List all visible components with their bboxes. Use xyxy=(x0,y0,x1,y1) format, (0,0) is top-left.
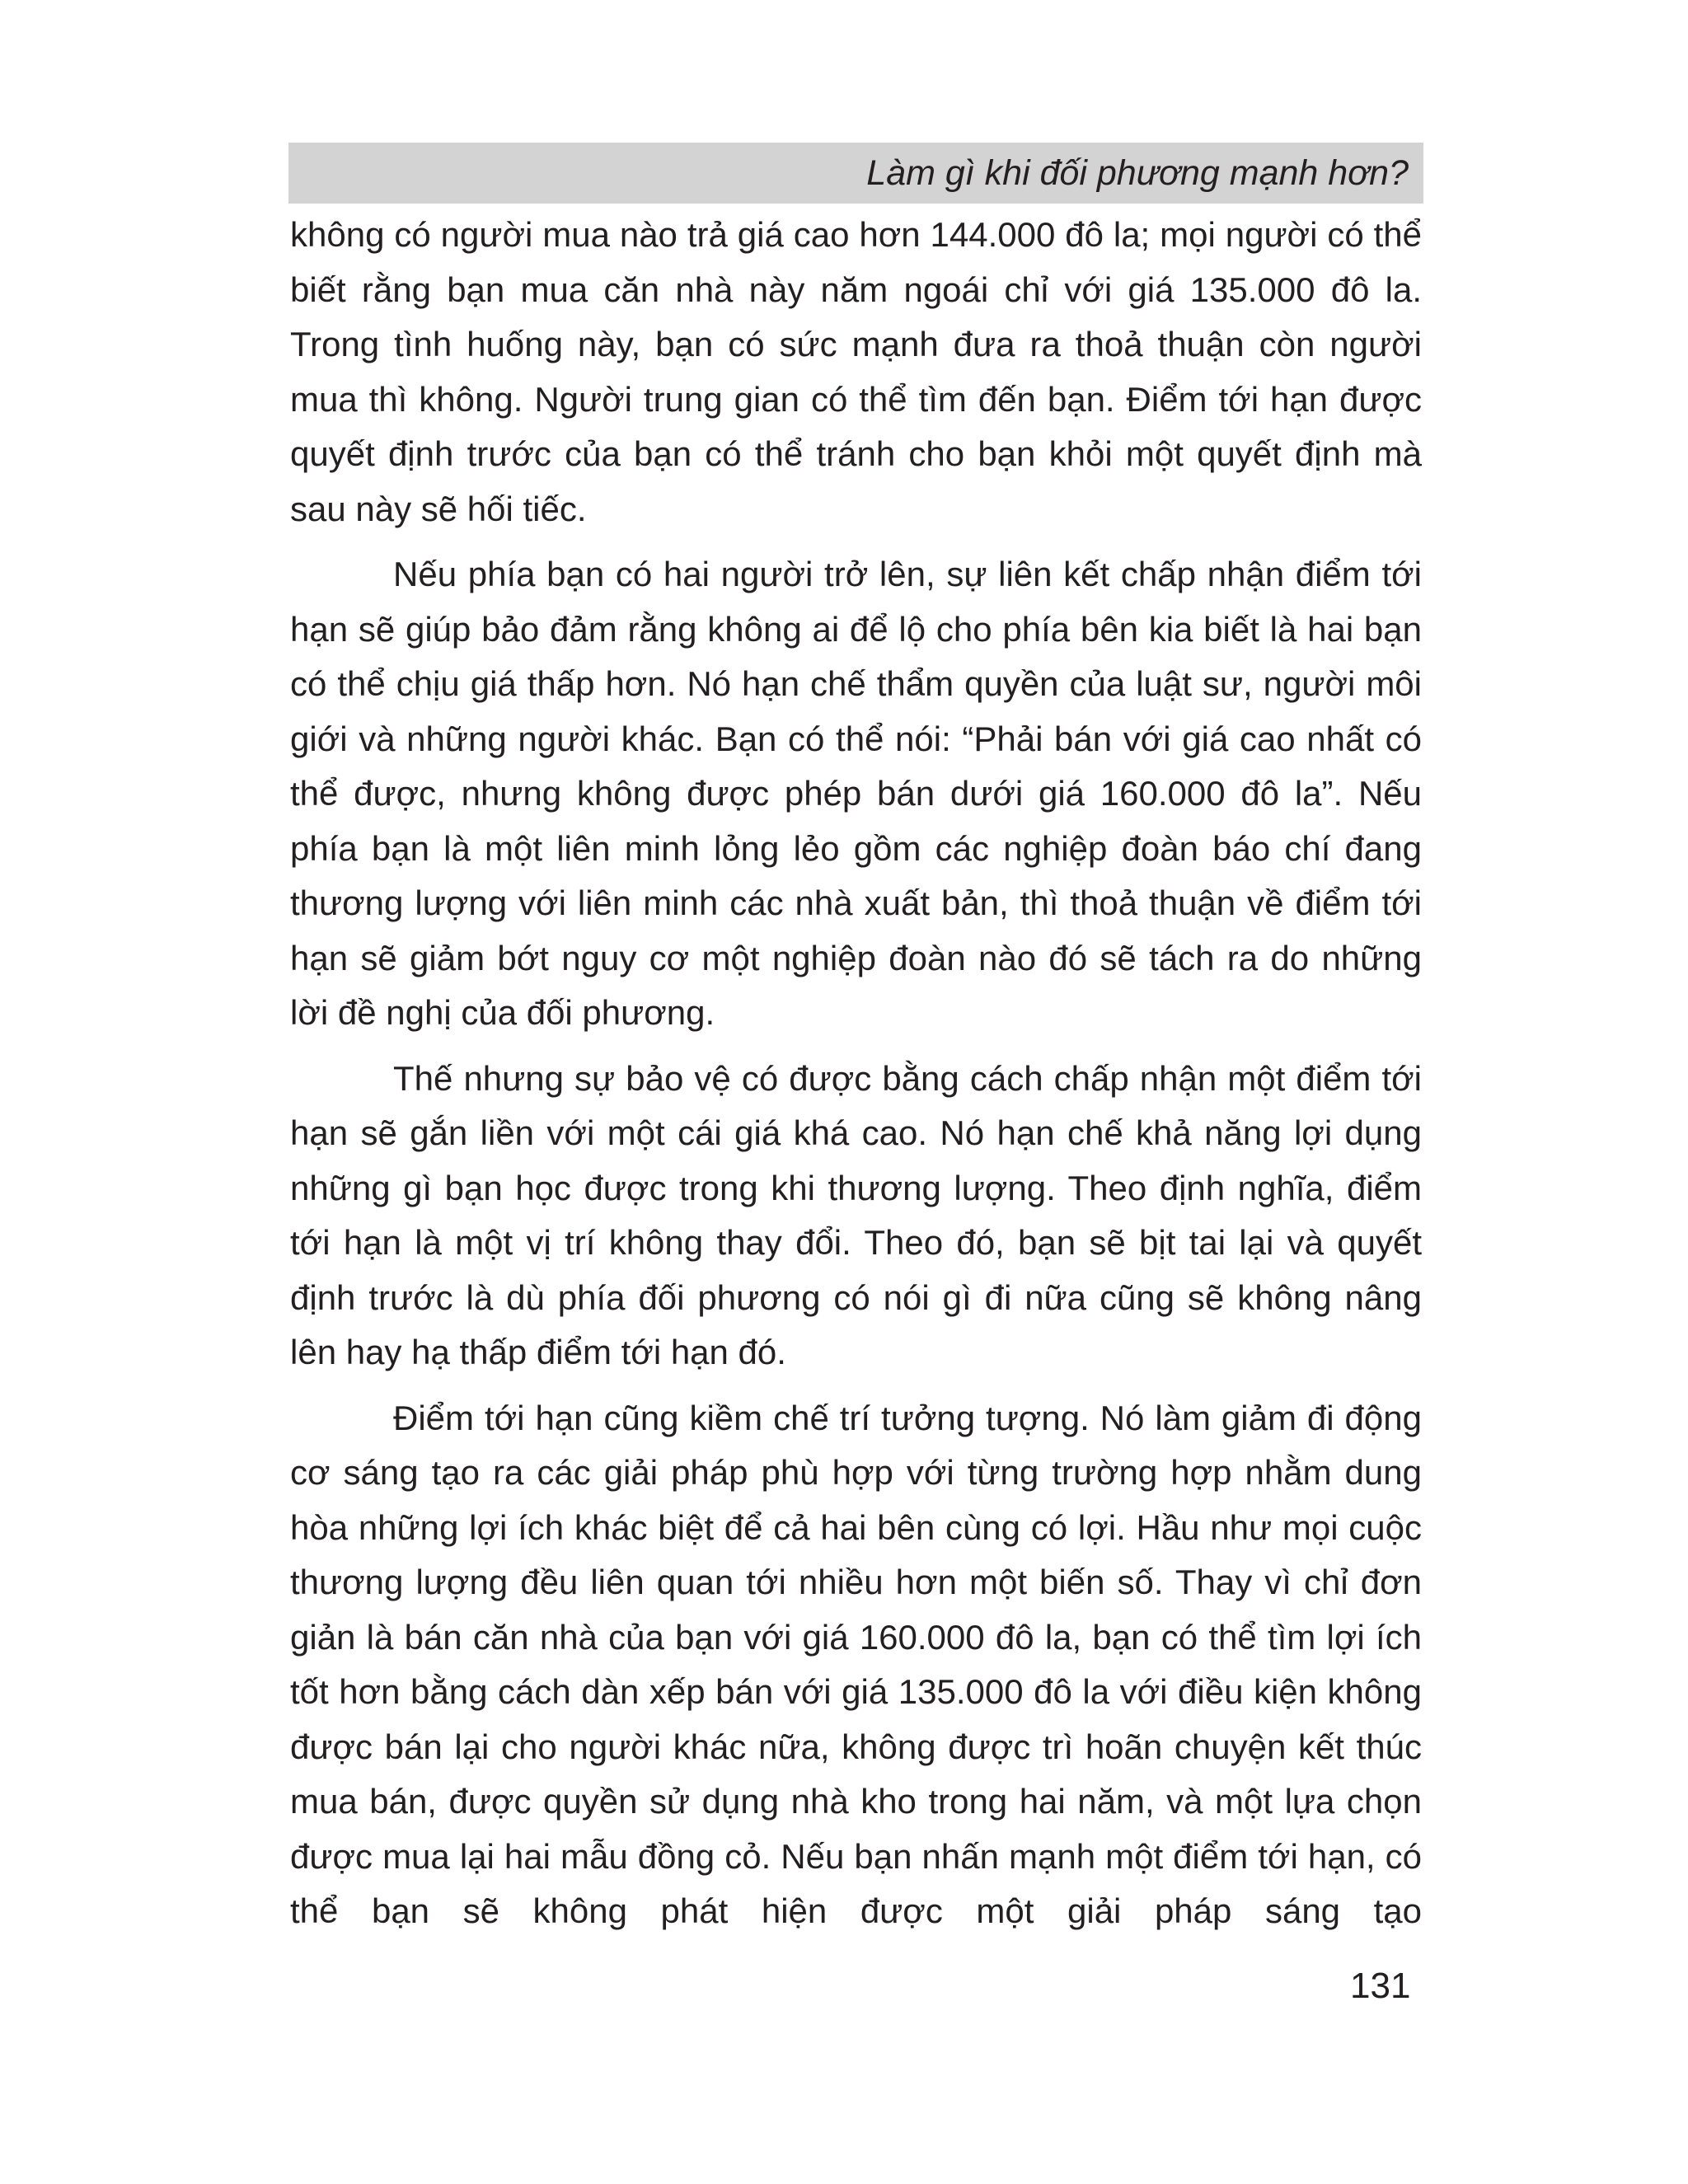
running-header-title: Làm gì khi đối phương mạnh hơn? xyxy=(866,153,1409,193)
body-text xyxy=(290,208,1422,1950)
paragraph-1: không có người mua nào trả giá cao hơn 144.000 đô la; mọi người có thể biết rằng bạn mua căn nhà này năm ngoái chỉ với giá 135.000 đô la. Trong tình huống này, bạn có sức mạnh đưa ra thoả thuận còn người mua thì không. Người trung gian có thể tìm đến bạn. Điểm tới hạn được quyết định trước của bạn có thể tránh cho bạn khỏi một quyết định mà sau này sẽ hối tiếc. xyxy=(290,215,1422,528)
paragraph-2: Nếu phía bạn có hai người trở lên, sự liên kết chấp nhận điểm tới hạn sẽ giúp bảo đảm rằng không ai để lộ cho phía bên kia biết là hai bạn có thể chịu giá thấp hơn. Nó hạn chế thẩm quyền của luật sư, người môi giới và những người khác. Bạn có thể nói: “Phải bán với giá cao nhất có thể được, nhưng không được phép bán dưới giá 160.000 đô la”. Nếu phía bạn là một liên minh lỏng lẻo gồm các nghiệp đoàn báo chí đang thương lượng với liên minh các nhà xuất bản, thì thoả thuận về điểm tới hạn sẽ giảm bớt nguy cơ một nghiệp đoàn nào đó sẽ tách ra do những lời đề nghị của đối phương. xyxy=(290,555,1422,1032)
running-header xyxy=(288,143,1423,204)
paragraph-4: Điểm tới hạn cũng kiềm chế trí tưởng tượng. Nó làm giảm đi động cơ sáng tạo ra các giải pháp phù hợp với từng trường hợp nhằm dung hòa những lợi ích khác biệt để cả hai bên cùng có lợi. Hầu như mọi cuộc thương lượng đều liên quan tới nhiều hơn một biến số. Thay vì chỉ đơn giản là bán căn nhà của bạn với giá 160.000 đô la, bạn có thể tìm lợi ích tốt hơn bằng cách dàn xếp bán với giá 135.000 đô la với điều kiện không được bán lại cho người khác nữa, không được trì hoãn chuyện kết thúc mua bán, được quyền sử dụng nhà kho trong hai năm, và một lựa chọn được mua lại hai mẫu đồng cỏ. Nếu bạn nhấn mạnh một điểm tới hạn, có thể bạn sẽ không phát hiện được một giải pháp sáng tạo xyxy=(290,1398,1422,1930)
paragraph-3: Thế nhưng sự bảo vệ có được bằng cách chấp nhận một điểm tới hạn sẽ gắn liền với một cái giá khá cao. Nó hạn chế khả năng lợi dụng những gì bạn học được trong khi thương lượng. Theo định nghĩa, điểm tới hạn là một vị trí không thay đổi. Theo đó, bạn sẽ bịt tai lại và quyết định trước là dù phía đối phương có nói gì đi nữa cũng sẽ không nâng lên hay hạ thấp điểm tới hạn đó. xyxy=(290,1058,1422,1371)
page-number: 131 xyxy=(1350,1966,1411,2006)
